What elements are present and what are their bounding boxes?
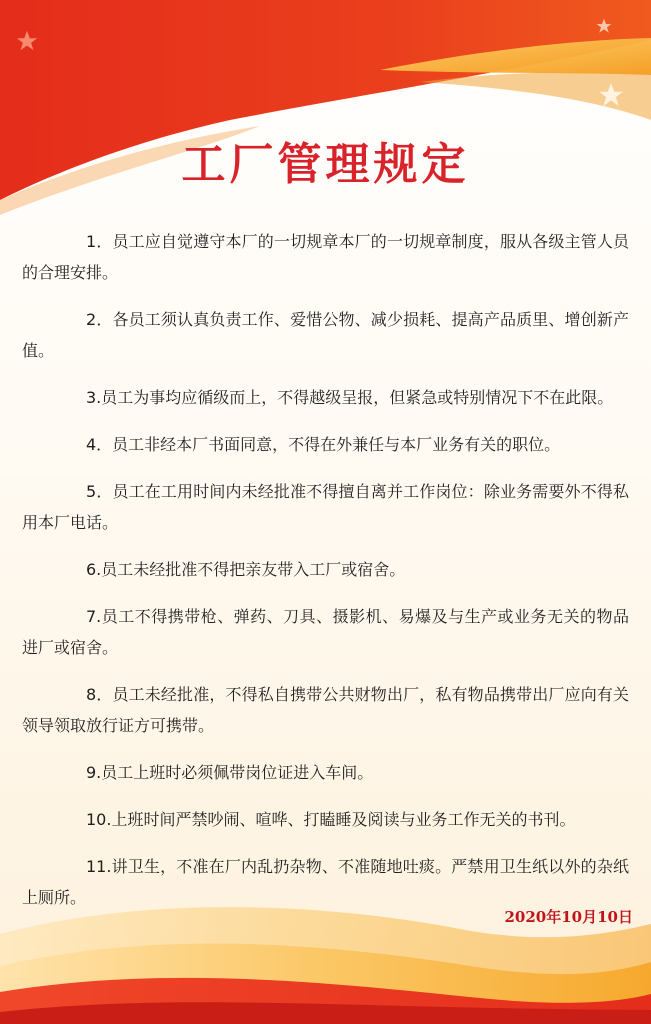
list-item: 6.员工未经批准不得把亲友带入工厂或宿舍。 [86,560,406,579]
top-banner-decoration [0,0,651,230]
star-icon [598,82,624,108]
list-item: 2．各员工须认真负责工作、爱惜公物、减少损耗、提高产品质里、增创新产值。 [22,310,629,360]
list-item: 7.员工不得携带枪、弹药、刀具、摄影机、易爆及与生产或业务无关的物品进厂或宿舍。 [22,607,629,657]
star-icon [16,30,38,52]
list-item: 3.员工为事均应循级而上，不得越级呈报，但紧急或特别情况下不在此限。 [86,388,614,407]
list-item: 9.员工上班时必须佩带岗位证进入车间。 [86,763,374,782]
bottom-wave-decoration [0,874,651,1024]
list-item: 11.讲卫生，不准在厂内乱扔杂物、不准随地吐痰。严禁用卫生纸以外的杂纸上厕所。 [22,857,629,907]
document-date: 2020年10月10日 [504,908,633,926]
rules-list [0,226,651,929]
list-item: 8．员工未经批准，不得私自携带公共财物出厂，私有物品携带出厂应向有关领导领取放行证方可携带。 [22,685,629,735]
list-item: 4．员工非经本厂书面同意，不得在外兼任与本厂业务有关的职位。 [86,435,561,454]
list-item: 10.上班时间严禁吵闹、喧哗、打瞌睡及阅读与业务工作无关的书刊。 [86,810,576,829]
star-icon [596,18,612,34]
page-title: 工厂管理规定 [181,139,470,190]
list-item: 5．员工在工用时间内未经批准不得擅自离并工作岗位：除业务需要外不得私用本厂电话。 [22,482,629,532]
list-item: 1．员工应自觉遵守本厂的一切规章本厂的一切规章制度，服从各级主管人员的合理安排。 [22,232,629,282]
